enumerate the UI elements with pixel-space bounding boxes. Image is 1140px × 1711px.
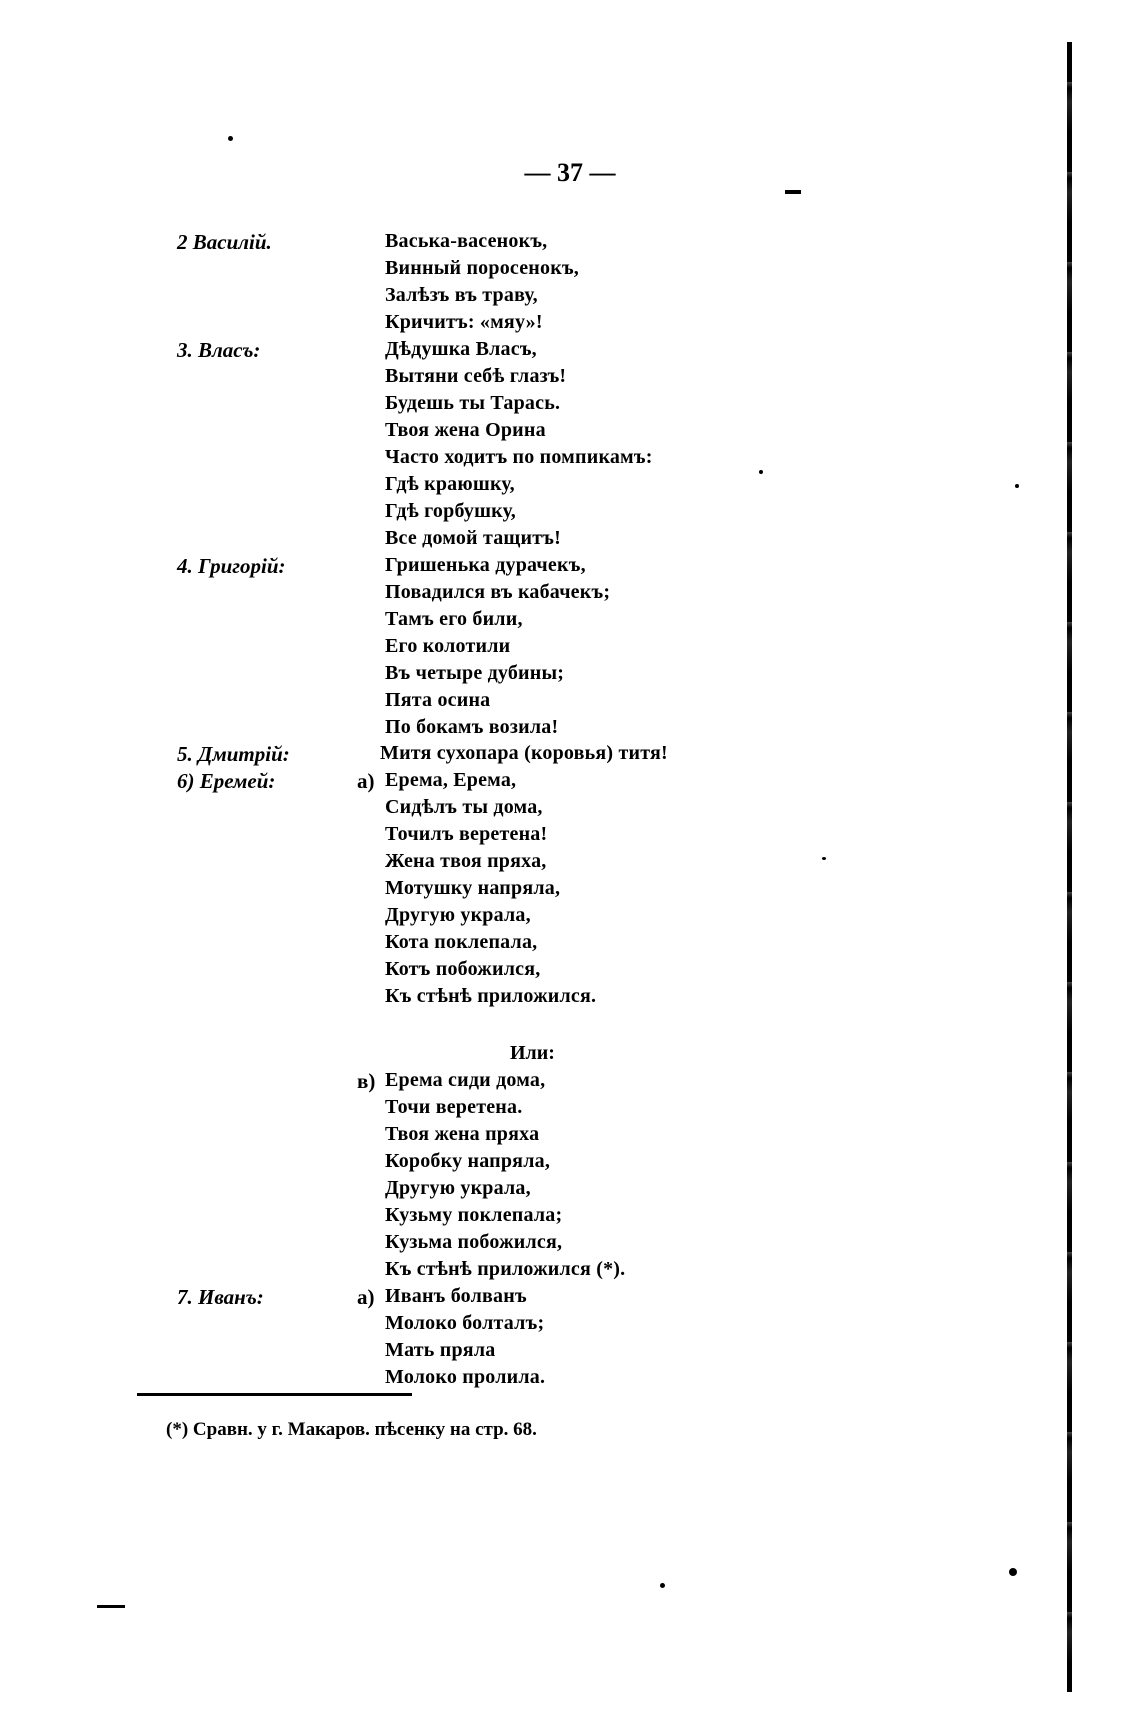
scan-speck <box>822 857 826 860</box>
verse-line: Пята осина <box>385 689 491 711</box>
variant-separator: Или: <box>510 1042 555 1064</box>
speaker-name: 4. Григорій: <box>177 554 286 578</box>
verse-line: Кузьма побожился, <box>385 1231 563 1253</box>
verse-line: Твоя жена пряха <box>385 1123 540 1145</box>
verse-line: Мотушку напряла, <box>385 877 561 899</box>
verse-line: Кричитъ: «мяу»! <box>385 311 543 333</box>
verse-line: Часто ходитъ по помпикамъ: <box>385 446 653 468</box>
verse-line: Точилъ веретена! <box>385 823 548 845</box>
variant-marker: а) <box>357 769 375 793</box>
verse-line: Все домой тащитъ! <box>385 527 561 549</box>
verse-line: Котъ побожился, <box>385 958 541 980</box>
scan-speck <box>228 136 233 141</box>
verse-line: Кота поклепала, <box>385 931 538 953</box>
page-number: — 37 — <box>524 158 616 187</box>
verse-line: Другую украла, <box>385 1177 531 1199</box>
verse-line: Винный поросенокъ, <box>385 257 580 279</box>
speaker-name: 3. Власъ: <box>177 338 261 362</box>
verse-line: Точи веретена. <box>385 1096 523 1118</box>
verse-line: Молоко пролила. <box>385 1366 546 1388</box>
verse-line: Жена твоя пряха, <box>385 850 547 872</box>
scan-speck <box>1009 1568 1017 1576</box>
speaker-name: 7. Иванъ: <box>177 1285 264 1309</box>
verse-line: Ерема сиди дома, <box>385 1069 546 1091</box>
verse-line: Дѣдушка Власъ, <box>385 338 537 360</box>
verse-line: Иванъ болванъ <box>385 1285 527 1307</box>
speaker-name: 2 Василій. <box>177 230 272 254</box>
verse-line: Мать пряла <box>385 1339 496 1361</box>
verse-line: Будешь ты Тарась. <box>385 392 561 414</box>
speaker-name: 6) Еремей: <box>177 769 276 793</box>
verse-line: Къ стѣнѣ приложился. <box>385 985 597 1007</box>
footnote: (*) Сравн. у г. Макаров. пѣсенку на стр. 68. <box>166 1419 537 1440</box>
scan-speck <box>1015 484 1019 488</box>
verse-line: По бокамъ возила! <box>385 716 559 738</box>
verse-line: Залѣзъ въ траву, <box>385 284 538 306</box>
speaker-name: 5. Дмитрій: <box>177 742 290 766</box>
verse-line: Въ четыре дубины; <box>385 662 565 684</box>
verse-line: Гдѣ краюшку, <box>385 473 515 495</box>
verse-line: Тамъ его били, <box>385 608 523 630</box>
verse-line: Ерема, Ерема, <box>385 769 517 791</box>
footnote-rule <box>137 1393 412 1396</box>
verse-line: Кузьму поклепала; <box>385 1204 563 1226</box>
verse-line: Гдѣ горбушку, <box>385 500 517 522</box>
verse-line: Его колотили <box>385 635 511 657</box>
page-edge-shadow <box>1067 42 1072 1692</box>
verse-line: Твоя жена Орина <box>385 419 546 441</box>
verse-line: Митя сухопара (коровья) титя! <box>380 742 668 764</box>
scan-speck <box>660 1583 665 1588</box>
verse-line: Молоко болталъ; <box>385 1312 545 1334</box>
verse-line: Другую украла, <box>385 904 531 926</box>
verse-line: Сидѣлъ ты дома, <box>385 796 543 818</box>
verse-line: Вытяни себѣ глазъ! <box>385 365 567 387</box>
scan-speck <box>759 470 763 474</box>
scan-mark <box>785 190 801 194</box>
verse-line: Повадился въ кабачекъ; <box>385 581 611 603</box>
variant-marker: а) <box>357 1285 375 1309</box>
verse-line: Васька-васенокъ, <box>385 230 548 252</box>
scan-mark <box>97 1605 125 1608</box>
variant-marker: в) <box>357 1069 376 1093</box>
verse-line: Коробку напряла, <box>385 1150 551 1172</box>
verse-line: Къ стѣнѣ приложился (*). <box>385 1258 626 1280</box>
verse-line: Гришенька дурачекъ, <box>385 554 586 576</box>
